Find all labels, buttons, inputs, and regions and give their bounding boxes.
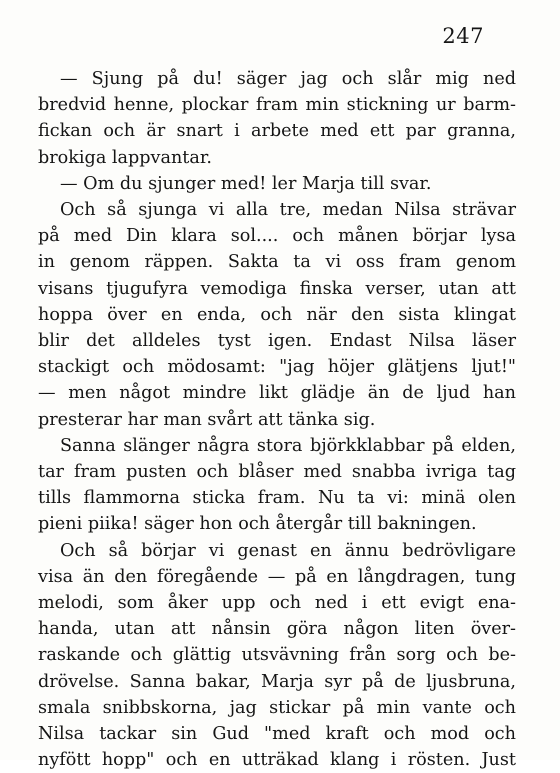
text-line: på med Din klara sol.... och månen börjar lysa: [38, 226, 516, 247]
text-line: — men något mindre likt glädje än de ljud han: [38, 383, 516, 404]
text-line: bredvid henne, plockar fram min stickning ur barm-: [38, 95, 516, 116]
text-line: smala snibbskorna, jag stickar på min vante och: [38, 697, 516, 718]
body-text: [38, 66, 516, 773]
text-line: handa, utan att nånsin göra någon liten över-: [38, 619, 516, 640]
text-line: tills flammorna sticka fram. Nu ta vi: minä olen: [38, 488, 516, 509]
text-line: visa än den föregående — på en långdragen, tung: [38, 566, 516, 587]
text-line: Och så börjar vi genast en ännu bedrövligare: [60, 540, 516, 561]
text-line: stackigt och mödosamt: "jag höjer glätjens ljut!": [38, 357, 516, 378]
text-line: nyfött hopp" och en utträkad klang i rösten. Just: [38, 750, 516, 771]
text-line: brokiga lappvantar.: [38, 147, 212, 168]
text-line: — Sjung på du! säger jag och slår mig ned: [60, 69, 516, 89]
page-number: 247: [442, 24, 484, 48]
text-line: fickan och är snart i arbete med ett par granna,: [38, 121, 516, 142]
text-line: drövelse. Sanna bakar, Marja syr på de ljusbruna,: [38, 671, 516, 692]
text-line: hoppa över en enda, och när den sista klingat: [38, 304, 516, 325]
text-line: — Om du sjunger med! ler Marja till svar.: [60, 173, 432, 194]
text-line: pieni piika! säger hon och återgår till bakningen.: [38, 514, 477, 535]
text-line: presterar har man svårt att tänka sig.: [38, 409, 376, 430]
text-line: Nilsa tackar sin Gud "med kraft och mod och: [38, 724, 516, 745]
text-line: blir det alldeles tyst igen. Endast Nilsa läser: [38, 331, 516, 352]
text-line: raskande och glättig utsvävning från sorg och be-: [38, 645, 516, 666]
text-line: visans tjugufyra vemodiga finska verser, utan att: [38, 278, 516, 299]
text-line: Sanna slänger några stora björkklabbar på elden,: [60, 435, 516, 456]
text-line: tar fram pusten och blåser med snabba ivriga tag: [38, 462, 516, 483]
text-line: in genom räppen. Sakta ta vi oss fram genom: [38, 252, 516, 273]
text-line: Och så sjunga vi alla tre, medan Nilsa strävar: [60, 200, 516, 221]
text-line: melodi, som åker upp och ned i ett evigt ena-: [38, 593, 516, 614]
